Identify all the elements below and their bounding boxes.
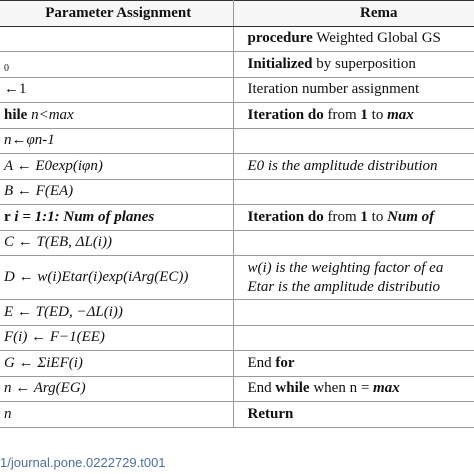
table-row <box>0 128 474 154</box>
cell-remark <box>233 179 474 205</box>
cell-param <box>0 230 233 256</box>
cell-param <box>0 26 233 52</box>
table-row <box>0 402 474 428</box>
cell-remark <box>233 154 474 180</box>
cell-remark <box>233 351 474 377</box>
remark-text: E0 is the amplitude distribution <box>247 157 438 174</box>
remark-bold: max <box>387 106 414 123</box>
cell-param <box>0 205 233 231</box>
cell-param <box>0 376 233 402</box>
remark-text: to <box>367 106 388 123</box>
table-row <box>0 256 474 300</box>
cell-param <box>0 77 233 103</box>
remark-bold: max <box>373 380 400 397</box>
remark-text: Etar is the amplitude distributio <box>247 278 441 295</box>
table-row <box>0 103 474 129</box>
table-row <box>0 376 474 402</box>
param-text: G ← ΣiEF(i) <box>4 354 83 371</box>
cell-param <box>0 52 233 78</box>
remark-text: from <box>323 208 361 225</box>
table-row <box>0 52 474 78</box>
cell-remark <box>233 402 474 428</box>
table-header-row <box>0 1 474 27</box>
remark-bold: Iteration do <box>247 208 324 225</box>
remark-text: when n = <box>309 380 374 397</box>
remark-bold: Num of <box>387 208 435 225</box>
cell-remark <box>233 77 474 103</box>
param-text: ←1 <box>4 81 27 98</box>
cell-param <box>0 103 233 129</box>
param-text: C ← T(EB, ΔL(i)) <box>4 234 112 251</box>
remark-bold: 1 <box>360 106 368 123</box>
cell-param <box>0 179 233 205</box>
header-parameter-assignment: Parameter Assignment <box>0 1 233 27</box>
cell-param <box>0 402 233 428</box>
remark-text: to <box>367 208 388 225</box>
table-row <box>0 351 474 377</box>
param-bold: hile <box>4 106 28 123</box>
cell-remark <box>233 205 474 231</box>
table-row <box>0 77 474 103</box>
param-text: n <box>4 405 12 422</box>
param-text: i = 1:1: Num of planes <box>10 208 155 225</box>
cell-remark <box>233 230 474 256</box>
cell-remark <box>233 256 474 300</box>
cell-param <box>0 256 233 300</box>
table-row <box>0 26 474 52</box>
cell-param <box>0 300 233 326</box>
table-row <box>0 230 474 256</box>
param-text: n<max <box>27 106 74 123</box>
remark-bold: while <box>275 380 310 397</box>
param-text: E ← T(ED, −ΔL(i)) <box>4 303 123 320</box>
table-row <box>0 154 474 180</box>
cell-remark <box>233 26 474 52</box>
param-subscript: 0 <box>4 62 9 74</box>
cell-remark <box>233 103 474 129</box>
remark-text: by superposition <box>312 55 416 72</box>
cell-remark <box>233 325 474 351</box>
remark-bold: Initialized <box>247 55 313 72</box>
cell-param <box>0 351 233 377</box>
param-text: n←φn-1 <box>4 132 55 149</box>
table-row <box>0 325 474 351</box>
cell-param <box>0 128 233 154</box>
remark-text: Iteration number assignment <box>247 81 420 98</box>
param-text: n ← Arg(EG) <box>4 380 86 397</box>
remark-text: End <box>247 380 276 397</box>
header-remarks: Rema <box>233 1 474 27</box>
param-text: A ← E0exp(iφn) <box>4 157 103 174</box>
cell-param <box>0 325 233 351</box>
remark-bold: for <box>275 354 295 371</box>
table-row <box>0 179 474 205</box>
param-text: F(i) ← F−1(EE) <box>4 329 105 346</box>
cell-remark <box>233 300 474 326</box>
param-bold: r <box>4 208 11 225</box>
param-text: D ← w(i)Etar(i)exp(iArg(EC)) <box>4 269 189 285</box>
remark-bold: 1 <box>360 208 368 225</box>
remark-text: Weighted Global GS <box>312 30 441 47</box>
remark-bold: Iteration do <box>247 106 324 123</box>
cell-remark <box>233 52 474 78</box>
cell-param <box>0 154 233 180</box>
param-text: B ← F(EA) <box>4 183 74 200</box>
doi-link[interactable]: 1/journal.pone.0222729.t001 <box>0 455 166 470</box>
remark-text: from <box>323 106 361 123</box>
remark-bold: procedure <box>247 30 313 47</box>
table-row <box>0 205 474 231</box>
remark-text: End <box>247 354 276 371</box>
remark-bold: Return <box>247 405 294 422</box>
table-row <box>0 300 474 326</box>
cell-remark <box>233 128 474 154</box>
cell-remark <box>233 376 474 402</box>
remark-text: w(i) is the weighting factor of ea <box>247 259 444 276</box>
